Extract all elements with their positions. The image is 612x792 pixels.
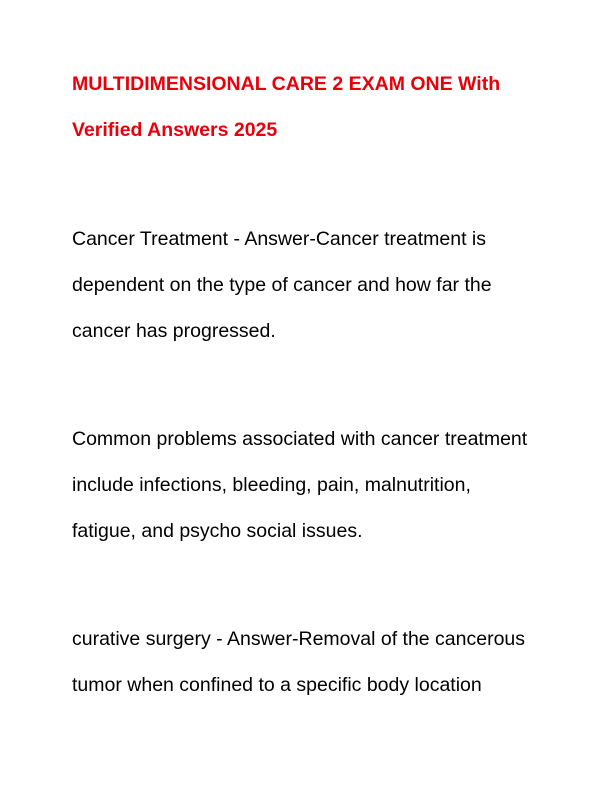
document-title-line-1: MULTIDIMENSIONAL CARE 2 EXAM ONE With bbox=[72, 73, 501, 95]
paragraph-line: tumor when confined to a specific body location bbox=[72, 674, 482, 696]
document-title-line-2: Verified Answers 2025 bbox=[72, 119, 278, 141]
paragraph-line: Cancer Treatment - Answer-Cancer treatment is bbox=[72, 228, 486, 250]
paragraph-line: cancer has progressed. bbox=[72, 320, 276, 342]
paragraph-line: Common problems associated with cancer treatment bbox=[72, 428, 528, 450]
paragraph-line: curative surgery - Answer-Removal of the cancerous bbox=[72, 628, 526, 650]
paragraph-line: dependent on the type of cancer and how far the bbox=[72, 274, 492, 296]
paragraph-line: include infections, bleeding, pain, malnutrition, bbox=[72, 474, 471, 496]
paragraph-line: fatigue, and psycho social issues. bbox=[72, 520, 363, 542]
